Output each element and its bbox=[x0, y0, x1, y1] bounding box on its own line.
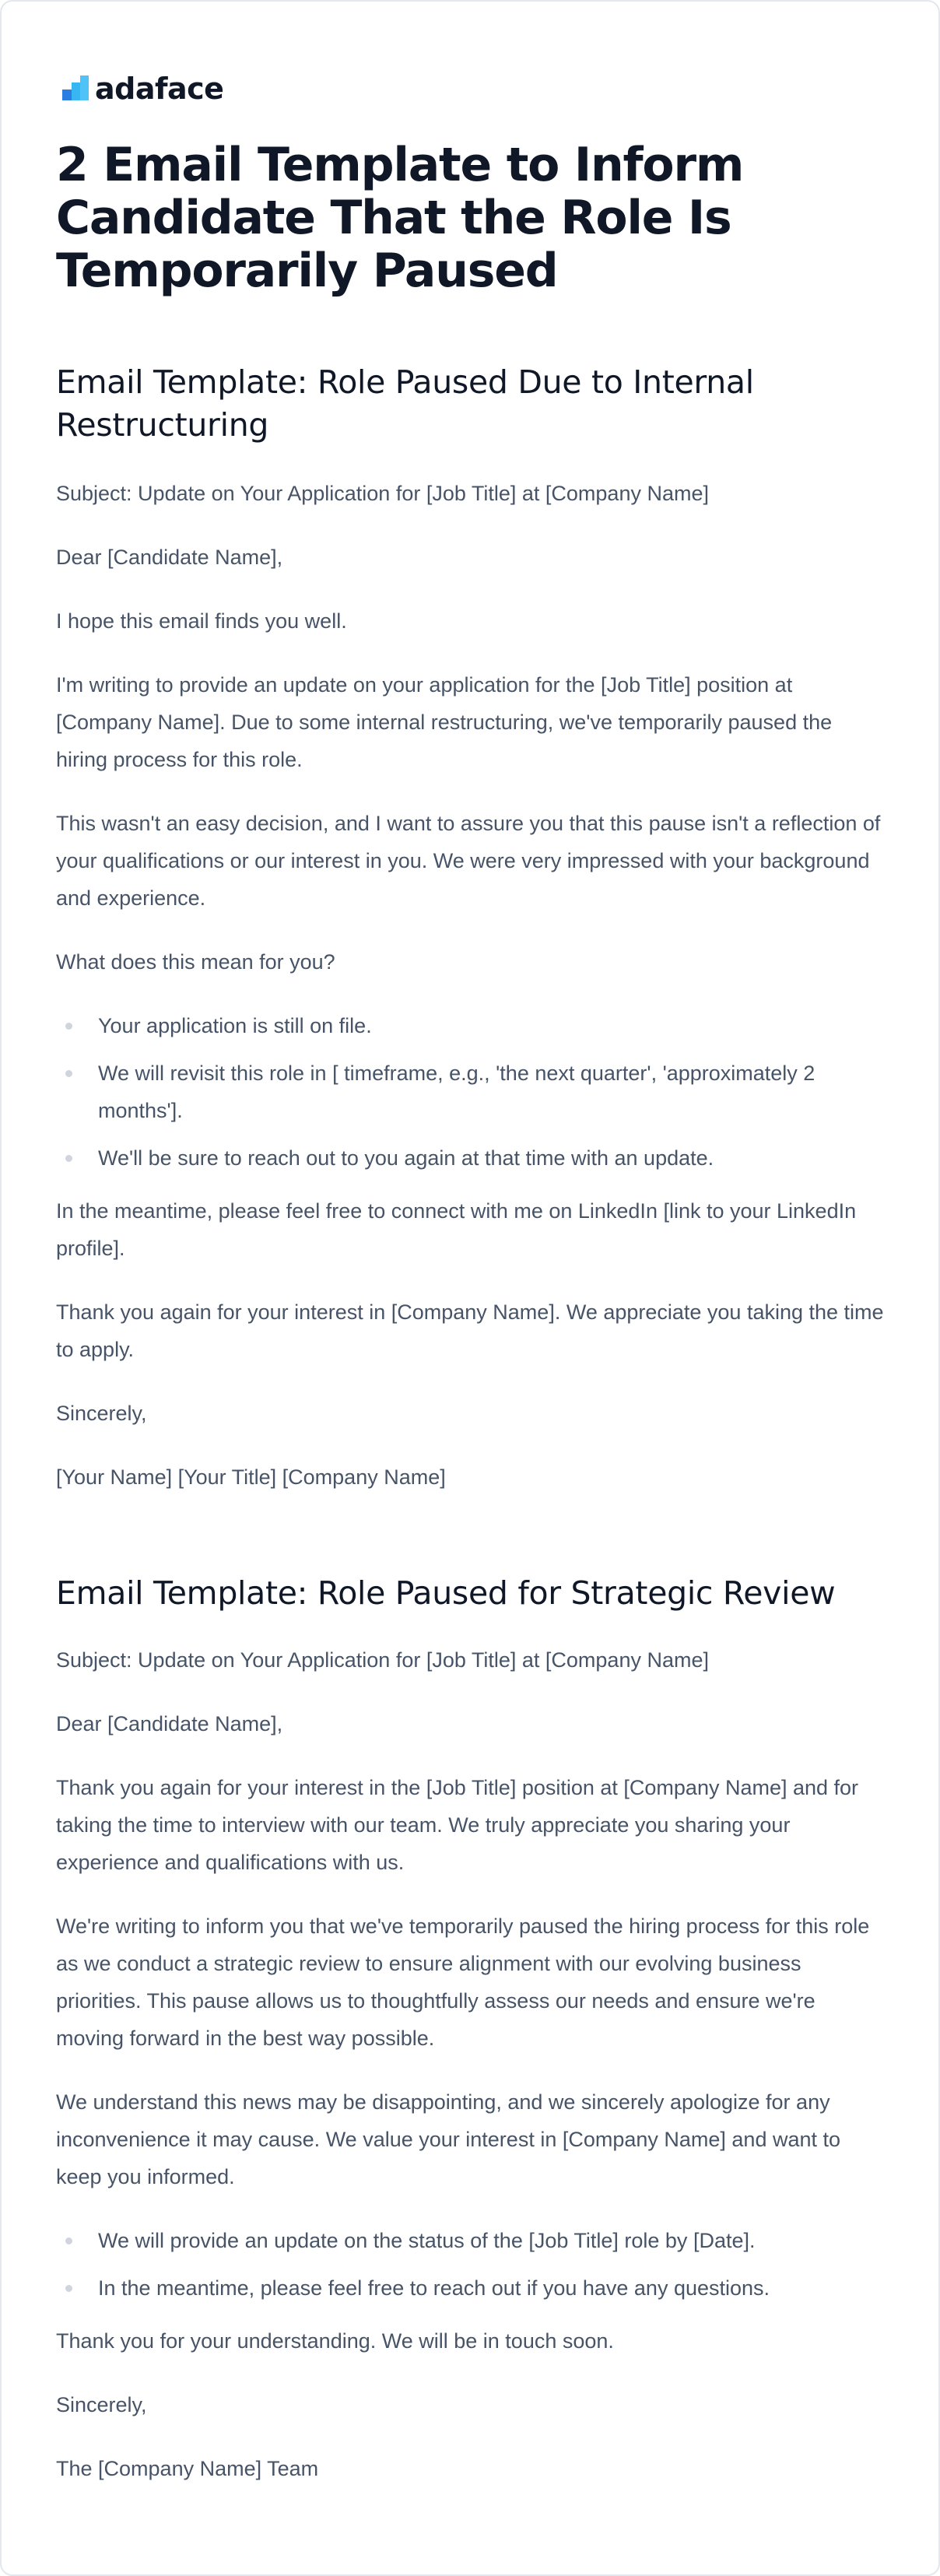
body-paragraph: This wasn't an easy decision, and I want to assure you that this pause isn't a reflection of your qualifications or our interest in you. We were very impressed with your background and experience. bbox=[56, 812, 881, 910]
greeting: Dear [Candidate Name], bbox=[56, 1712, 283, 1735]
sign-off: Sincerely, bbox=[56, 1402, 147, 1425]
list-item: We'll be sure to reach out to you again at that time with an update. bbox=[56, 1139, 887, 1177]
body-paragraph: Thank you for your understanding. We will be in touch soon. bbox=[56, 2329, 614, 2353]
logo-text: adaface bbox=[95, 72, 224, 106]
bullet-list bbox=[56, 2222, 887, 2307]
section-heading: Email Template: Role Paused Due to Internal Restructuring bbox=[56, 363, 754, 444]
body-paragraph: What does this mean for you? bbox=[56, 950, 335, 974]
body-paragraph: I'm writing to provide an update on your application for the [Job Title] position at [Company Name]. Due to some internal restructuring, we've temporarily paused the hiring process for this role. bbox=[56, 673, 833, 771]
logo[interactable] bbox=[62, 73, 223, 104]
body-paragraph: We're writing to inform you that we've temporarily paused the hiring process for this role as we conduct a strategic review to ensure alignment with our evolving business priorities. This pause allows us to thoughtfully assess our needs and ensure we're moving forward in the best way possible. bbox=[56, 1914, 870, 2050]
body-paragraph: Thank you again for your interest in [Company Name]. We appreciate you taking the time to apply. bbox=[56, 1300, 884, 1361]
list-item: We will revisit this role in [ timeframe, e.g., 'the next quarter', 'approximately 2 months']. bbox=[56, 1055, 887, 1129]
subject-line: Subject: Update on Your Application for [Job Title] at [Company Name] bbox=[56, 1648, 709, 1672]
bullet-list bbox=[56, 1007, 887, 1177]
list-item: We will provide an update on the status of the [Job Title] role by [Date]. bbox=[56, 2222, 887, 2259]
sign-off: Sincerely, bbox=[56, 2393, 147, 2416]
body-paragraph: Thank you again for your interest in the [Job Title] position at [Company Name] and for taking the time to interview with our team. We truly appreciate you sharing your experience and qualifications with us. bbox=[56, 1776, 859, 1874]
subject-line: Subject: Update on Your Application for [Job Title] at [Company Name] bbox=[56, 482, 709, 505]
body-paragraph: We understand this news may be disappointing, and we sincerely apologize for any inconvenience it may cause. We value your interest in [Company Name] and want to keep you informed. bbox=[56, 2090, 841, 2188]
body-paragraph: In the meantime, please feel free to connect with me on LinkedIn [link to your LinkedIn profile]. bbox=[56, 1199, 857, 1260]
list-item: Your application is still on file. bbox=[56, 1007, 887, 1044]
list-item: In the meantime, please feel free to reach out if you have any questions. bbox=[56, 2269, 887, 2307]
adaface-logo-icon bbox=[62, 75, 89, 102]
signature: The [Company Name] Team bbox=[56, 2457, 319, 2480]
section-heading: Email Template: Role Paused for Strategic Review bbox=[56, 1574, 836, 1612]
body-paragraph: I hope this email finds you well. bbox=[56, 609, 347, 633]
template-section-1 bbox=[56, 361, 887, 1496]
page-title: 2 Email Template to Inform Candidate That the Role Is Temporarily Paused bbox=[56, 138, 744, 298]
template-section-2 bbox=[56, 1572, 887, 2487]
greeting: Dear [Candidate Name], bbox=[56, 546, 283, 569]
signature: [Your Name] [Your Title] [Company Name] bbox=[56, 1465, 446, 1489]
